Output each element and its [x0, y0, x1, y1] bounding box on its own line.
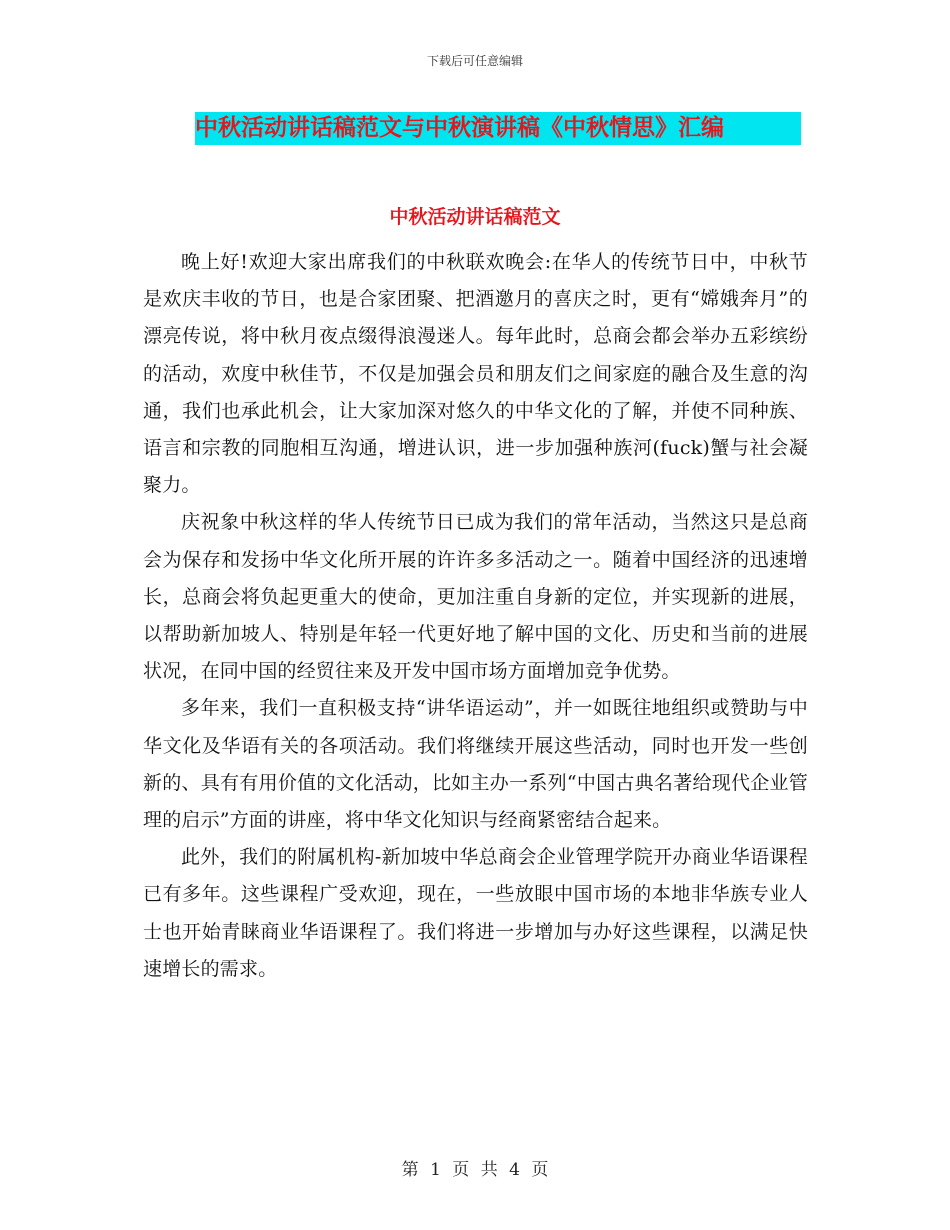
paragraph: 庆祝象中秋这样的华人传统节日已成为我们的常年活动，当然这只是总商会为保存和发扬中华文化所开展的许许多多活动之一。随着中国经济的迅速增长，总商会将负起更重大的使命，更加注重自身新的定位，并实现新的进展，以帮助新加坡人、特别是年轻一代更好地了解中国的文化、历史和当前的进展状况，在同中国的经贸往来及开发中国市场方面增加竞争优势。 [143, 511, 808, 683]
page-footer: 第 1 页 共 4 页 [401, 1160, 549, 1180]
paragraph: 晚上好!欢迎大家出席我们的中秋联欢晚会:在华人的传统节日中，中秋节是欢庆丰收的节日，也是合家团聚、把酒邀月的喜庆之时，更有“嫦娥奔月”的漂亮传说，将中秋月夜点缀得浪漫迷人。每年此时，总商会都会举办五彩缤纷的活动，欢度中秋佳节，不仅是加强会员和朋友们之间家庭的融合及生意的沟通，我们也承此机会，让大家加深对悠久的中华文化的了解，并使不同种族、语言和宗教的同胞相互沟通，增进认识，进一步加强种族河(fuck)蟹与社会凝聚力。 [143, 251, 808, 497]
paragraph: 此外，我们的附属机构-新加坡中华总商会企业管理学院开办商业华语课程已有多年。这些课程广受欢迎，现在，一些放眼中国市场的本地非华族专业人士也开始青睐商业华语课程了。我们将进一步增加与办好这些课程，以满足快速增长的需求。 [143, 846, 808, 980]
body-text [143, 244, 808, 988]
section-title: 中秋活动讲话稿范文 [389, 206, 561, 228]
paragraph: 多年来，我们一直积极支持“讲华语运动”，并一如既往地组织或赞助与中华文化及华语有关的各项活动。我们将继续开展这些活动，同时也开发一些创新的、具有有用价值的文化活动，比如主办一系列“中国古典名著给现代企业管理的启示”方面的讲座，将中华文化知识与经商紧密结合起来。 [143, 697, 808, 832]
header-note: 下载后可任意编辑 [426, 54, 523, 68]
document-title: 中秋活动讲话稿范文与中秋演讲稿《中秋情思》汇编 [195, 112, 801, 145]
